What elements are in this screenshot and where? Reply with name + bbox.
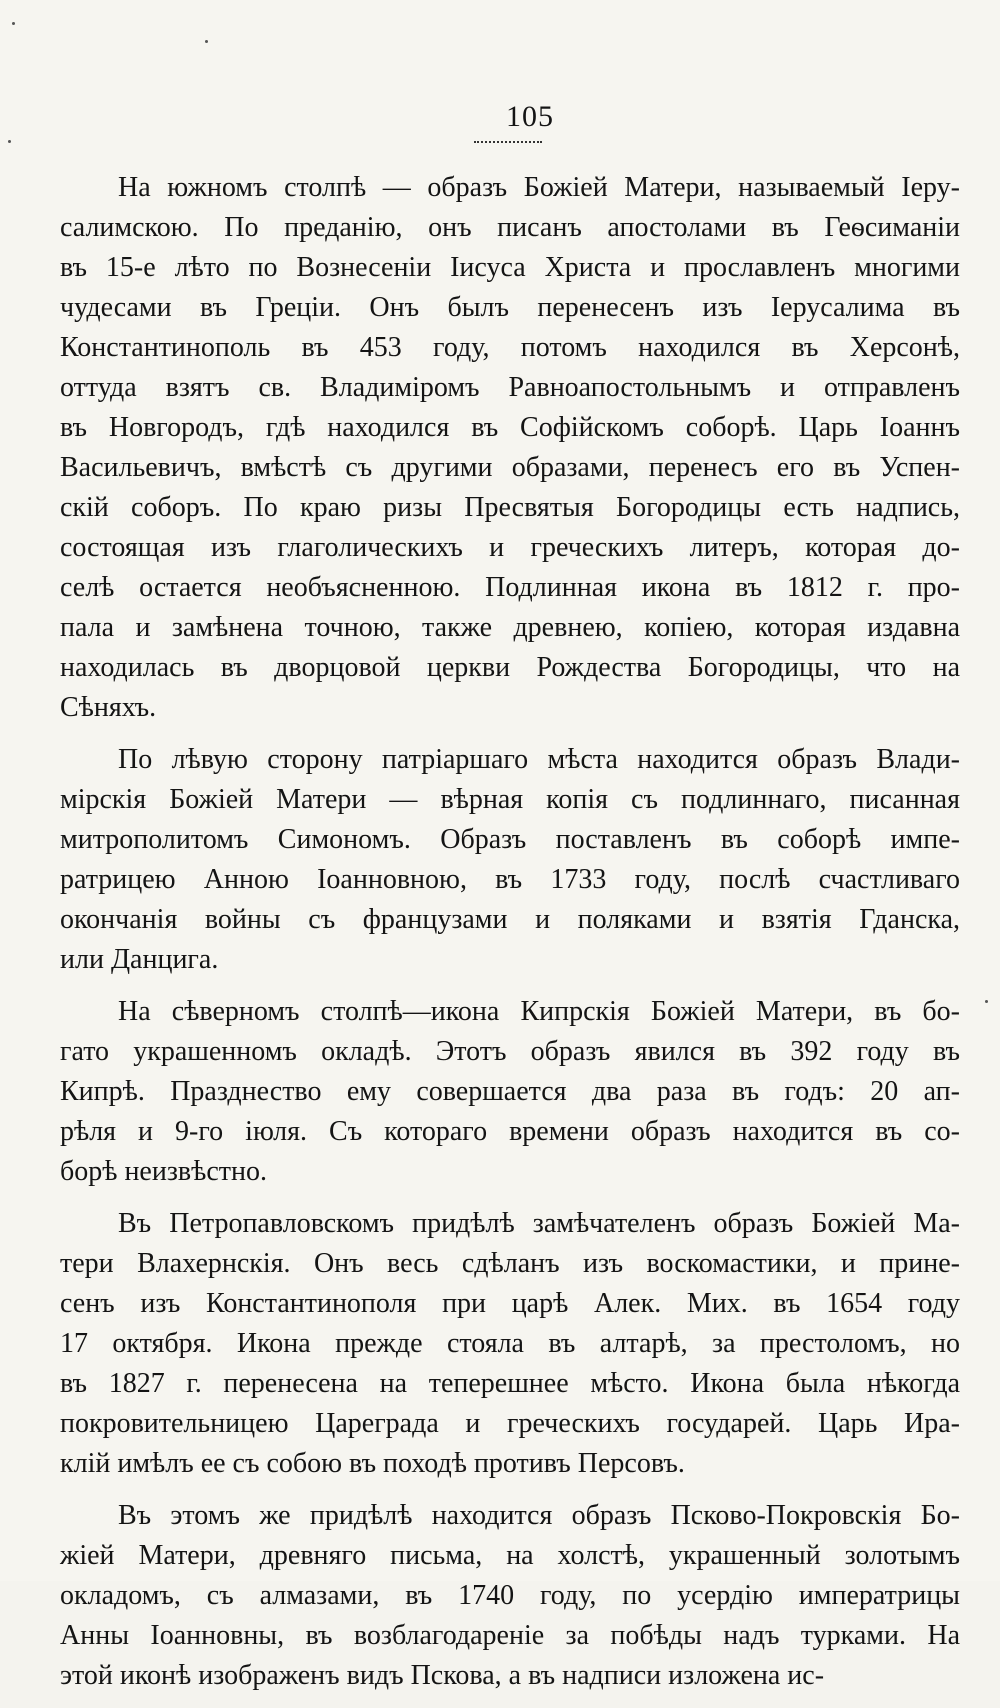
text-line: чудесами въ Греціи. Онъ былъ перенесенъ изъ Іерусалима въ bbox=[60, 292, 960, 323]
text-line: пала и замѣнена точною, также древнею, копіею, которая издавна bbox=[60, 612, 960, 643]
text-line: Константинополь въ 453 году, потомъ находился въ Херсонѣ, bbox=[60, 332, 960, 363]
text-line: этой иконѣ изображенъ видъ Пскова, а въ надписи изложена ис- bbox=[60, 1660, 825, 1691]
text-line: гато украшенномъ окладѣ. Этотъ образъ явился въ 392 году въ bbox=[60, 1036, 960, 1067]
print-speck bbox=[8, 140, 11, 143]
paragraph bbox=[60, 992, 960, 1192]
text-line: состоящая изъ глаголическихъ и греческихъ литеръ, которая до- bbox=[60, 532, 960, 563]
text-line: митрополитомъ Симономъ. Образъ поставленъ въ соборѣ импе- bbox=[60, 824, 960, 855]
text-line: клій имѣлъ ее съ собою въ походѣ противъ Персовъ. bbox=[60, 1448, 685, 1479]
text-line: борѣ неизвѣстно. bbox=[60, 1156, 267, 1187]
page-number: 105 bbox=[506, 100, 554, 133]
text-line: рѣля и 9-го іюля. Съ котораго времени образъ находится въ со- bbox=[60, 1116, 960, 1147]
text-line: въ 1827 г. перенесена на теперешнее мѣсто. Икона была нѣкогда bbox=[60, 1368, 960, 1399]
paragraph bbox=[60, 1204, 960, 1484]
paragraph bbox=[60, 1496, 960, 1696]
text-line: мірскія Божіей Матери — вѣрная копія съ подлиннаго, писанная bbox=[60, 784, 960, 815]
text-line: покровительницею Цареграда и греческихъ государей. Царь Ира- bbox=[60, 1408, 960, 1439]
text-line: 17 октября. Икона прежде стояла въ алтарѣ, за престоломъ, но bbox=[60, 1328, 960, 1359]
text-line: Анны Іоанновны, въ возблагодареніе за побѣды надъ турками. На bbox=[60, 1620, 960, 1651]
text-line: Въ Петропавловскомъ придѣлѣ замѣчателенъ образъ Божіей Ма- bbox=[118, 1208, 960, 1239]
text-line: находилась въ дворцовой церкви Рождества Богородицы, что на bbox=[60, 652, 960, 683]
text-line: селѣ остается необъясненною. Подлинная икона въ 1812 г. про- bbox=[60, 572, 960, 603]
text-line: въ 15-е лѣто по Вознесеніи Іисуса Христа и прославленъ многими bbox=[60, 252, 960, 283]
text-line: сенъ изъ Константинополя при царѣ Алек. Мих. въ 1654 году bbox=[60, 1288, 960, 1319]
paragraph bbox=[60, 168, 960, 728]
text-line: окладомъ, съ алмазами, въ 1740 году, по усердію императрицы bbox=[60, 1580, 960, 1611]
body-text bbox=[60, 168, 960, 1708]
text-line: Васильевичъ, вмѣстѣ съ другими образами, перенесъ его въ Успен- bbox=[60, 452, 960, 483]
text-line: тери Влахернскія. Онъ весь сдѣланъ изъ воскомастики, и прине- bbox=[60, 1248, 960, 1279]
print-speck bbox=[12, 22, 15, 25]
text-line: Кипрѣ. Празднество ему совершается два раза въ годъ: 20 ап- bbox=[60, 1076, 960, 1107]
text-line: жіей Матери, древняго письма, на холстѣ, украшенный золотымъ bbox=[60, 1540, 960, 1571]
text-line: салимскою. По преданію, онъ писанъ апостолами въ Геѳсиманіи bbox=[60, 212, 960, 243]
text-line: Въ этомъ же придѣлѣ находится образъ Псково-Покровскія Бо- bbox=[118, 1500, 960, 1531]
text-line: На сѣверномъ столпѣ—икона Кипрскія Божіей Матери, въ бо- bbox=[118, 996, 960, 1027]
text-line: На южномъ столпѣ — образъ Божіей Матери, называемый Іеру- bbox=[118, 172, 960, 203]
text-line: ратрицею Анною Іоанновною, въ 1733 году, послѣ счастливаго bbox=[60, 864, 960, 895]
text-line: скій соборъ. По краю ризы Пресвятыя Богородицы есть надпись, bbox=[60, 492, 960, 523]
print-speck bbox=[985, 1000, 988, 1003]
page-number-rule bbox=[474, 141, 542, 143]
text-line: оттуда взятъ св. Владиміромъ Равноапостольнымъ и отправленъ bbox=[60, 372, 960, 403]
text-line: въ Новгородъ, гдѣ находился въ Софійскомъ соборѣ. Царь Іоаннъ bbox=[60, 412, 960, 443]
text-line: Сѣняхъ. bbox=[60, 692, 157, 723]
text-line: По лѣвую сторону патріаршаго мѣста находится образъ Влади- bbox=[118, 744, 960, 775]
text-line: или Данцига. bbox=[60, 944, 219, 975]
paragraph bbox=[60, 740, 960, 980]
text-line: окончанія войны съ французами и поляками и взятія Гданска, bbox=[60, 904, 960, 935]
print-speck bbox=[205, 40, 208, 43]
